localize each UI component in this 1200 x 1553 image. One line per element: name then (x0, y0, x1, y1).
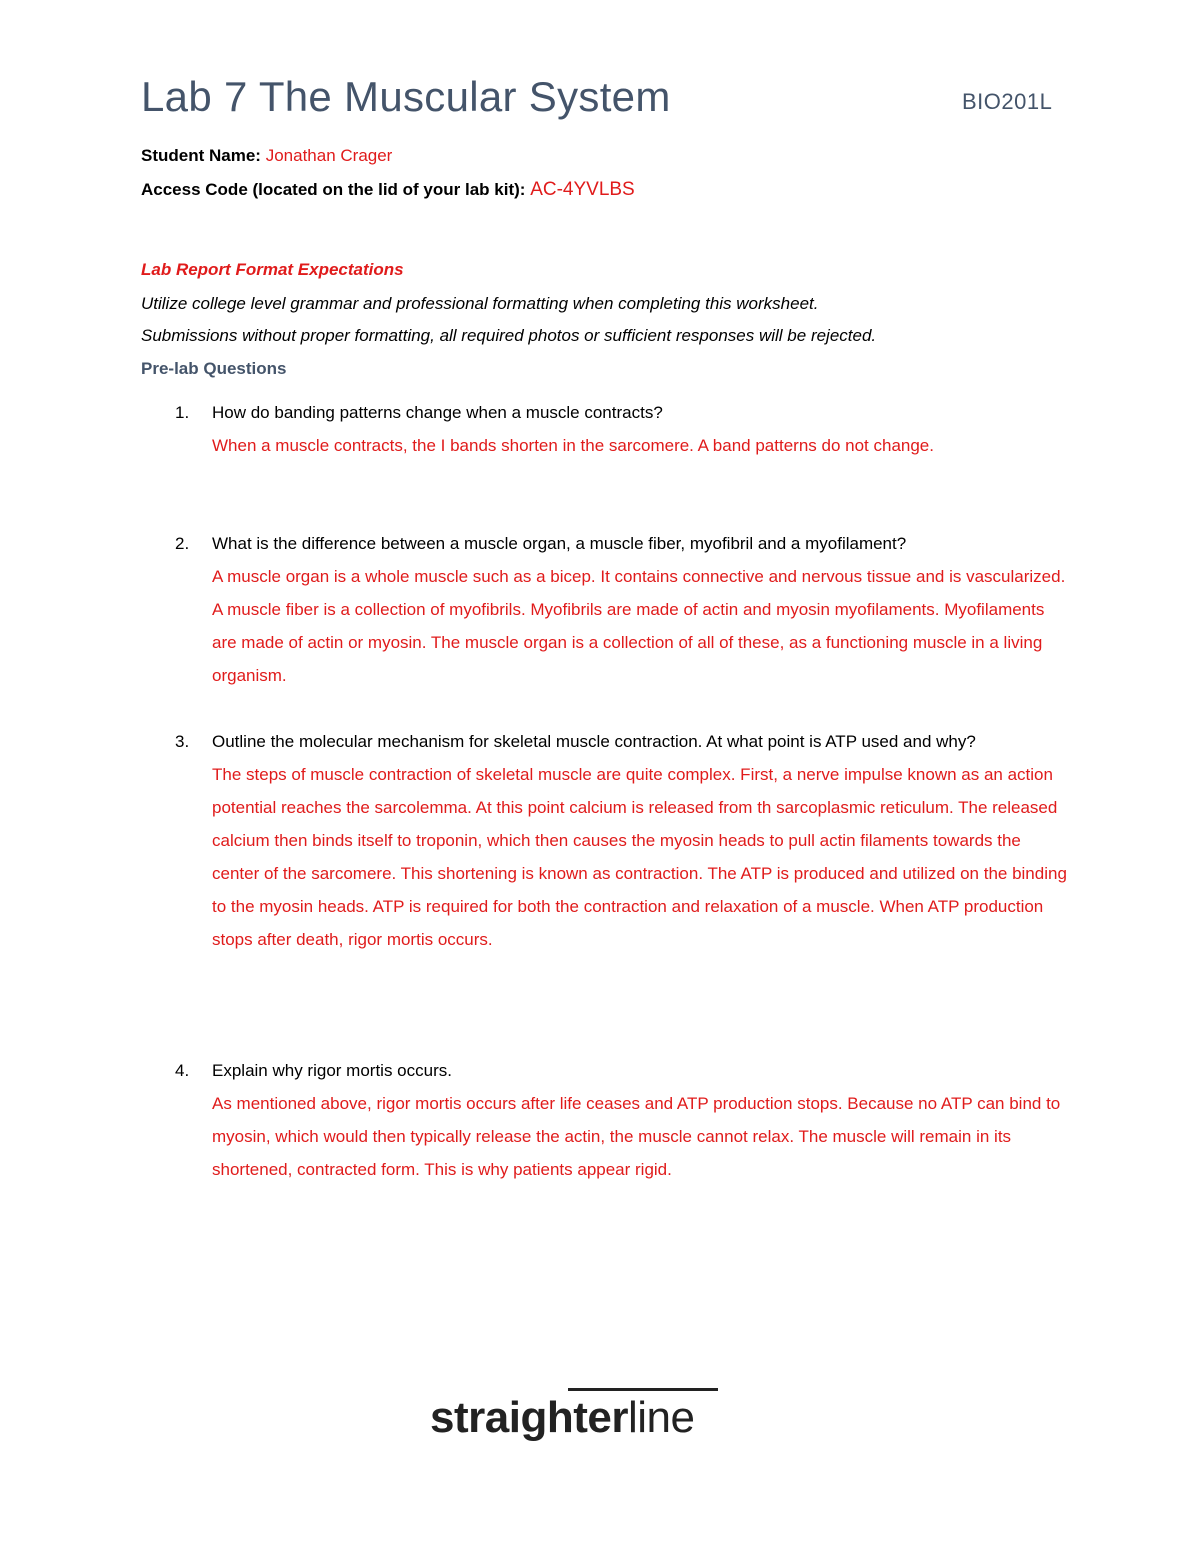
access-code-label: Access Code (located on the lid of your lab kit): (141, 180, 526, 199)
logo-wordmark (430, 1388, 694, 1448)
straighterline-logo (430, 1388, 770, 1458)
question-number: 2. (175, 534, 190, 553)
answer-text: The steps of muscle contraction of skeletal muscle are quite complex. First, a nerve impulse known as an action potential reaches the sarcolemma. At this point calcium is released from th sarcoplasmic reticulum. The released calcium then binds itself to troponin, which then causes the myosin heads to pull actin filaments towards the center of the sarcomere. This shortening is known as contraction. The ATP is produced and utilized on the binding to the myosin heads. ATP is required for both the contraction and relaxation of a muscle. When ATP production stops after death, rigor mortis occurs. (212, 765, 1067, 949)
question-number: 3. (175, 732, 190, 751)
format-expectations-title: Lab Report Format Expectations (141, 260, 404, 279)
format-expectations-line-1: Utilize college level grammar and professional formatting when completing this worksheet. (141, 294, 819, 313)
student-name-value: Jonathan Crager (265, 146, 393, 165)
answer-text: A muscle organ is a whole muscle such as a bicep. It contains connective and nervous tissue and is vascularized. A muscle fiber is a collection of myofibrils. Myofibrils are made of actin and myosin myofilaments. Myofilaments are made of actin or myosin. The muscle organ is a collection of all of these, as a functioning muscle in a living organism. (212, 567, 1066, 685)
student-name-line (141, 144, 392, 168)
question-text: What is the difference between a muscle organ, a muscle fiber, myofibril and a myofilament? (212, 534, 907, 553)
answer-text: As mentioned above, rigor mortis occurs after life ceases and ATP production stops. Because no ATP can bind to myosin, which would then typically release the actin, the muscle cannot relax. The muscle will remain in its shortened, contracted form. This is why patients appear rigid. (212, 1094, 1061, 1179)
question-4 (141, 1054, 1071, 1186)
question-text: How do banding patterns change when a muscle contracts? (212, 403, 663, 422)
question-2 (141, 527, 1071, 692)
prelab-heading: Pre-lab Questions (141, 359, 287, 378)
logo-light-part: line (627, 1393, 695, 1442)
question-text: Outline the molecular mechanism for skeletal muscle contraction. At what point is ATP used and why? (212, 732, 976, 751)
course-code: BIO201L (962, 89, 1053, 114)
access-code-line (141, 178, 635, 202)
logo-bold-part: straighter (430, 1393, 628, 1442)
access-code-value: AC-4YVLBS (530, 179, 635, 200)
question-3 (141, 725, 1071, 956)
student-name-label: Student Name: (141, 146, 261, 165)
page-title: Lab 7 The Muscular System (141, 73, 671, 120)
question-number: 1. (175, 403, 190, 422)
question-1 (141, 396, 1071, 462)
question-text: Explain why rigor mortis occurs. (212, 1061, 452, 1080)
format-expectations-line-2: Submissions without proper formatting, all required photos or sufficient responses will be rejected. (141, 326, 877, 345)
question-number: 4. (175, 1061, 190, 1080)
answer-text: When a muscle contracts, the I bands shorten in the sarcomere. A band patterns do not change. (212, 436, 934, 455)
